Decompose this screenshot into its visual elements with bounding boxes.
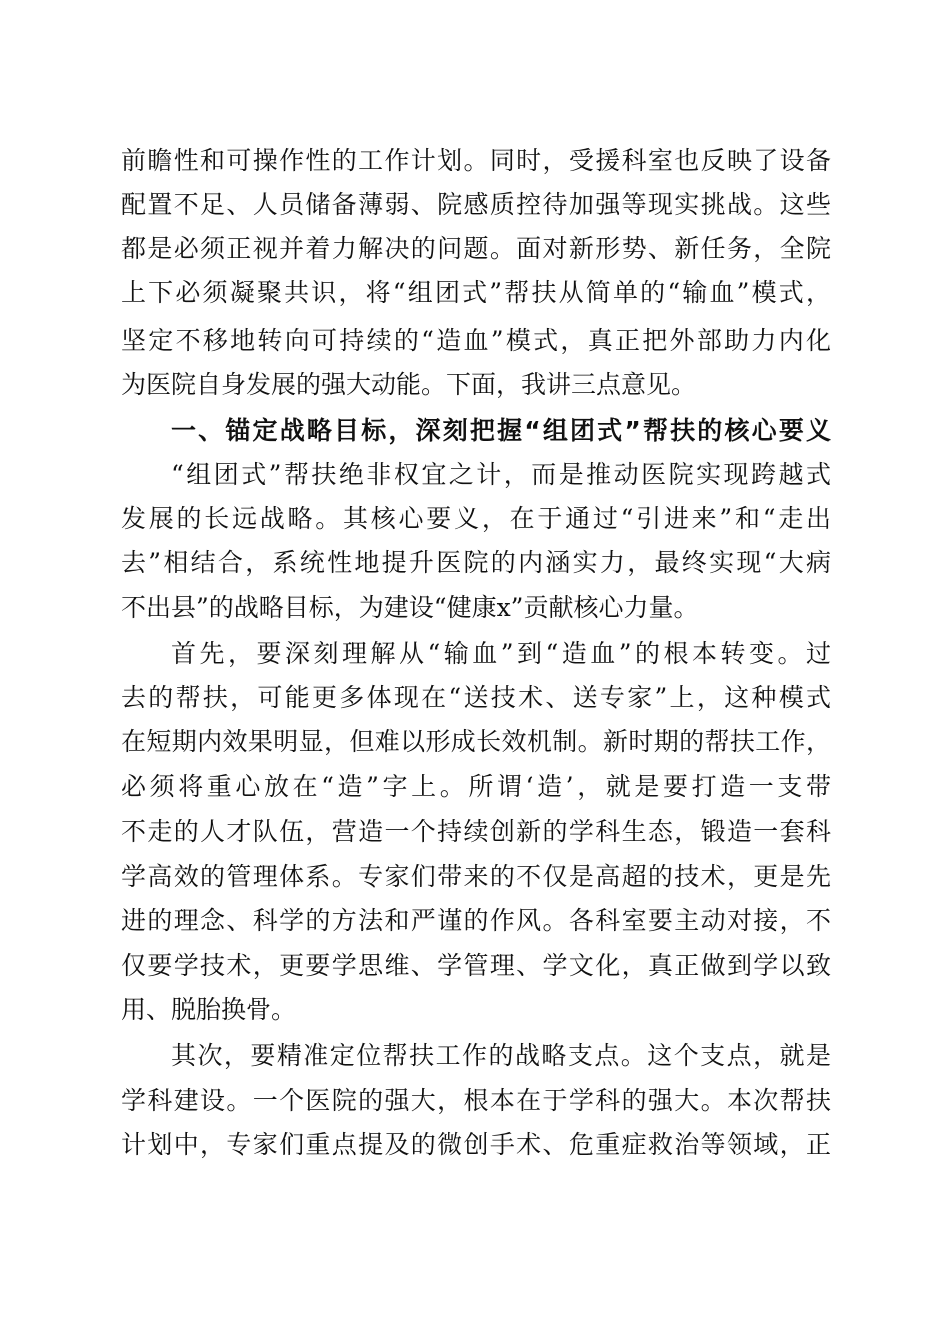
paragraph-line: 用、脱胎换骨。	[121, 995, 297, 1024]
paragraph-line: 必须将重心放在“造”字上。所谓‘造’，就是要打造一支带	[121, 772, 831, 801]
paragraph-line: 学高效的管理体系。专家们带来的不仅是高超的技术，更是先	[121, 862, 831, 891]
paragraph-line: 配置不足、人员储备薄弱、院感质控待加强等现实挑战。这些	[121, 190, 831, 219]
paragraph-line: 坚定不移地转向可持续的“造血”模式，真正把外部助力内化	[121, 326, 831, 355]
paragraph-line: 为医院自身发展的强大动能。下面，我讲三点意见。	[121, 370, 697, 399]
paragraph-line: 发展的长远战略。其核心要义，在于通过“引进来”和“走出	[121, 504, 831, 533]
paragraph-line: 进的理念、科学的方法和严谨的作风。各科室要主动对接，不	[121, 906, 831, 935]
paragraph-line: 不走的人才队伍，营造一个持续创新的学科生态，锻造一套科	[121, 817, 831, 846]
paragraph-line: 其次，要精准定位帮扶工作的战略支点。这个支点，就是	[171, 1041, 831, 1070]
paragraph-line: 仅要学技术，更要学思维、学管理、学文化，真正做到学以致	[121, 951, 831, 980]
paragraph-line: “组团式”帮扶绝非权宜之计，而是推动医院实现跨越式	[171, 460, 831, 489]
paragraph-line: 不出县”的战略目标，为建设“健康x”贡献核心力量。	[121, 593, 699, 622]
paragraph-line: 去的帮扶，可能更多体现在“送技术、送专家”上，这种模式	[121, 683, 831, 712]
paragraph-line: 在短期内效果明显，但难以形成长效机制。新时期的帮扶工作，	[121, 727, 831, 756]
paragraph-line: 上下必须凝聚共识，将“组团式”帮扶从简单的“输血”模式，	[121, 278, 831, 307]
paragraph-line: 学科建设。一个医院的强大，根本在于学科的强大。本次帮扶	[121, 1086, 831, 1115]
section-heading: 一、锚定战略目标，深刻把握“组团式”帮扶的核心要义	[171, 416, 831, 445]
paragraph-line: 计划中，专家们重点提及的微创手术、危重症救治等领域，正	[121, 1130, 831, 1159]
paragraph-line: 前瞻性和可操作性的工作计划。同时，受援科室也反映了设备	[121, 146, 831, 175]
paragraph-line: 去”相结合，系统性地提升医院的内涵实力，最终实现“大病	[121, 548, 831, 577]
paragraph-line: 都是必须正视并着力解决的问题。面对新形势、新任务，全院	[121, 234, 831, 263]
paragraph-line: 首先，要深刻理解从“输血”到“造血”的根本转变。过	[171, 639, 831, 668]
